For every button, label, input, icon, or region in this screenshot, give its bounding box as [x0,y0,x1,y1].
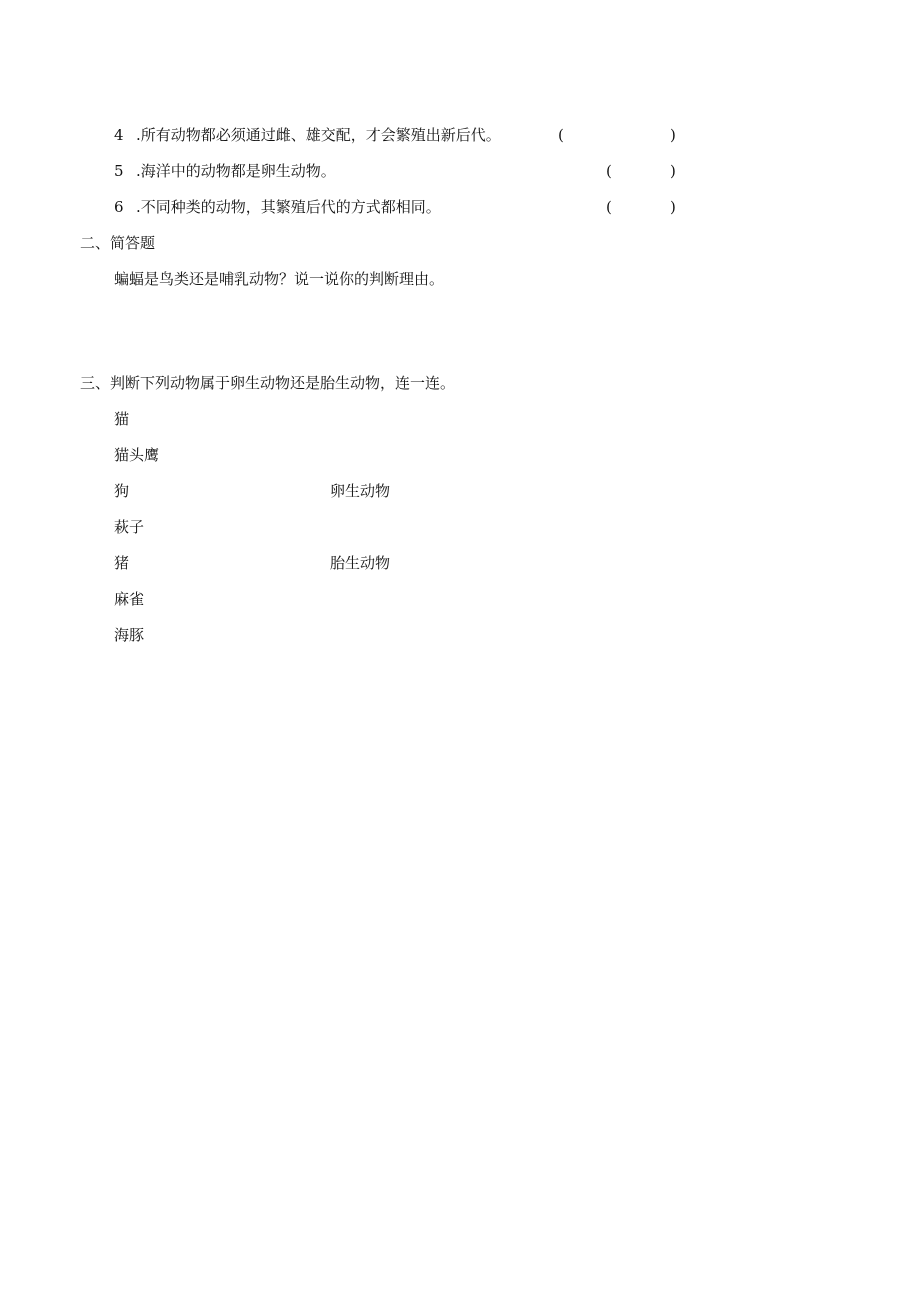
judgement-item-4 [114,125,501,145]
animal-item: 狗 [114,482,130,500]
answer-close-paren: ) [670,126,676,144]
category-viviparous: 胎生动物 [330,554,391,572]
animal-item: 麻雀 [114,590,145,608]
short-answer-question: 蝙蝠是鸟类还是哺乳动物？说一说你的判断理由。 [114,270,445,288]
category-oviparous: 卵生动物 [330,482,391,500]
item-number: 6 [114,198,124,216]
item-number: 5 [114,162,124,180]
answer-open-paren: ( [606,162,612,180]
judgement-item-6 [114,197,441,217]
animal-item: 猪 [114,554,130,572]
animal-item: 猫头鹰 [114,446,160,464]
animal-item: 萩子 [114,518,145,536]
animal-item: 猫 [114,410,130,428]
answer-open-paren: ( [558,126,564,144]
answer-close-paren: ) [670,162,676,180]
answer-close-paren: ) [670,198,676,216]
judgement-item-5 [114,161,336,181]
answer-open-paren: ( [606,198,612,216]
section-heading-matching: 三、判断下列动物属于卵生动物还是胎生动物，连一连。 [80,374,456,392]
section-heading-short-answer: 二、简答题 [80,234,156,252]
item-text: .海洋中的动物都是卵生动物。 [136,162,336,180]
item-text: .不同种类的动物，其繁殖后代的方式都相同。 [136,198,441,216]
item-number: 4 [114,126,124,144]
animal-item: 海豚 [114,626,145,644]
item-text: .所有动物都必须通过雌、雄交配，才会繁殖出新后代。 [136,126,501,144]
